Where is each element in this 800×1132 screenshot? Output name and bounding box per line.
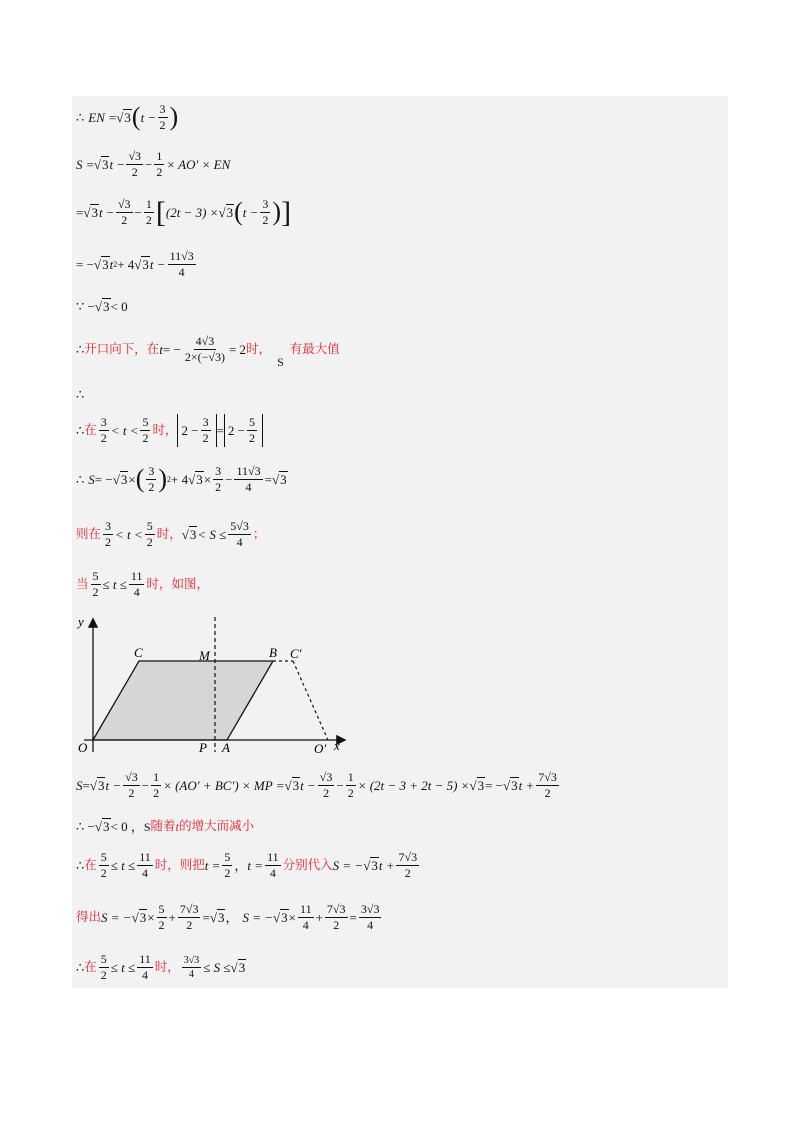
equation-s-at-three-halves: ∴ S = − √3 × ( $\frac{3}{2}$ ) 2 + 4 √3 × $\frac{3}{2}$ − $\frac{11√3}{4}$ = √3 <box>76 464 287 495</box>
range-first-interval: 则在 $\frac{3}{2}$ < t < $\frac{5}{2}$ 时， √3 < S ≤ $\frac{5√3}{4}$ ； <box>76 519 266 550</box>
label-o-prime: O′ <box>314 741 327 756</box>
equation-s-second-case: S = √3 t − $\frac{√3}{2}$ − $\frac{1}{2}$ × (AO′ + BC′) × MP = √3 t − $\frac{√3}{2}$ − $\frac{1}{2}$ × (2t − 3 + 2t − 5) × √3 = − √3 t + $\frac{7√3}{2}$ <box>76 770 557 801</box>
final-range: ∴ 在 $\frac{5}{2}$ ≤ t ≤ $\frac{11}{4}$ 时， $\frac{3√3}{4}$ ≤ S ≤ √3 <box>76 952 246 983</box>
condition-negative: ∵ − √3 < 0 <box>76 299 128 314</box>
label-b: B <box>269 645 277 660</box>
substitution-statement: ∴ 在 $\frac{5}{2}$ ≤ t ≤ $\frac{11}{4}$ 时，则把 t = $\frac{5}{2}$ ， t = $\frac{11}{4}$ 分别代入 S = − √3 t + $\frac{7√3}{2}$ <box>76 850 418 881</box>
results-statement: 得出 S = − √3 × $\frac{5}{2}$ + $\frac{7√3}{2}$ = √3 ， S = − √3 × $\frac{11}{4}$ + $\frac{7√3}{2}$ = $\frac{3√3}{4}$ <box>76 902 380 933</box>
label-o: O <box>78 740 88 755</box>
equation-s-simplified: = − √3 t 2 + 4 √3 t − $\frac{11√3}{4}$ <box>76 249 194 280</box>
therefore-symbol: ∴ <box>76 387 85 402</box>
second-interval-intro: 当 $\frac{5}{2}$ ≤ t ≤ $\frac{11}{4}$ 时，如图， <box>76 569 209 600</box>
decreasing-statement: ∴ − √3 < 0 ， S 随着 t 的增大而减小 <box>76 818 255 834</box>
label-m: M <box>199 648 210 663</box>
equation-s-expand: = √3 t − $\frac{√3}{2}$ − $\frac{1}{2}$ [ (2t − 3) × √3 ( t − $\frac{3}{2}$ ) ] <box>76 195 292 229</box>
label-y: y <box>78 614 84 629</box>
interval-symmetric: ∴ 在 $\frac{3}{2}$ < t < $\frac{5}{2}$ 时， 2 − $\frac{3}{2}$ = 2 − $\frac{5}{2}$ <box>76 414 263 447</box>
equation-s-def: S = √3 t − $\frac{√3}{2}$ − $\frac{1}{2}$ × AO′ × EN <box>76 149 231 180</box>
equation-en: ∴ EN = √3 ( t − $\frac{3}{2}$ ) <box>76 102 179 133</box>
label-a: A <box>222 740 230 755</box>
label-c: C <box>134 645 143 660</box>
shaded-parallelogram <box>93 661 273 740</box>
label-c-prime: C′ <box>290 646 302 661</box>
parallelogram-figure <box>72 612 372 762</box>
label-p: P <box>199 740 207 755</box>
label-x: x <box>334 738 340 753</box>
dashed-c-prime-o-prime <box>293 661 328 740</box>
max-value-statement: ∴ 开口向下，在 t = − $\frac{4√3}{2\times(-√3)}$ = 2 时， S 有最大值 <box>76 334 340 369</box>
